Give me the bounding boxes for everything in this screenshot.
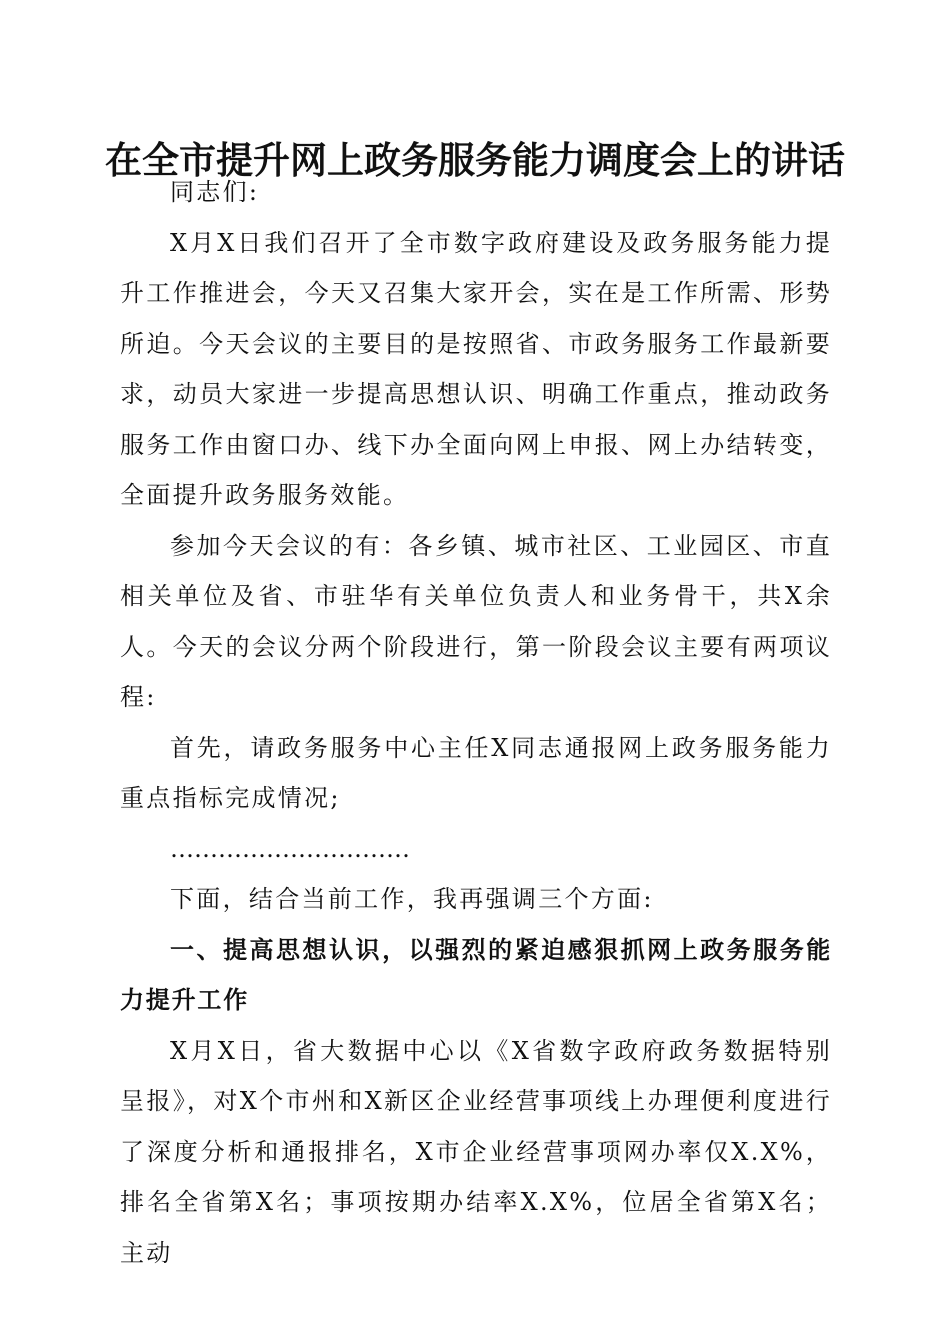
intro-paragraph: X月X日我们召开了全市数字政府建设及政务服务能力提升工作推进会，今天又召集大家开会，实在是工作所需、形势所迫。今天会议的主要目的是按照省、市政务服务工作最新要求，动员大家进一步提高思想认识、明确工作重点，推动政务服务工作由窗口办、线下办全面向网上申报、网上办结转变，全面提升政务服务效能。 — [120, 228, 832, 509]
ellipsis-paragraph: ………………………… — [170, 834, 410, 863]
attendees-paragraph: 参加今天会议的有：各乡镇、城市社区、工业园区、市直相关单位及省、市驻华有关单位负责人和业务骨干，共X余人。今天的会议分两个阶段进行，第一阶段会议主要有两项议程: — [120, 531, 832, 711]
document-title: 在全市提升网上政务服务能力调度会上的讲话 — [105, 138, 845, 182]
salutation-paragraph: 同志们: — [170, 178, 260, 206]
document-body — [120, 167, 832, 1278]
agenda-item-paragraph: 首先，请政务服务中心主任X同志通报网上政务服务能力重点指标完成情况; — [120, 733, 832, 812]
section-body-paragraph: X月X日，省大数据中心以《X省数字政府政务数据特别呈报》，对X个市州和X新区企业经营事项线上办理便利度进行了深度分析和通报排名，X市企业经营事项网办率仅X.X%，排名全省第X名；事项按期办结率X.X%，位居全省第X名；主动 — [120, 1036, 832, 1267]
transition-paragraph: 下面，结合当前工作，我再强调三个方面: — [170, 885, 654, 913]
section-heading: 一、提高思想认识，以强烈的紧迫感狠抓网上政务服务能力提升工作 — [120, 935, 832, 1014]
